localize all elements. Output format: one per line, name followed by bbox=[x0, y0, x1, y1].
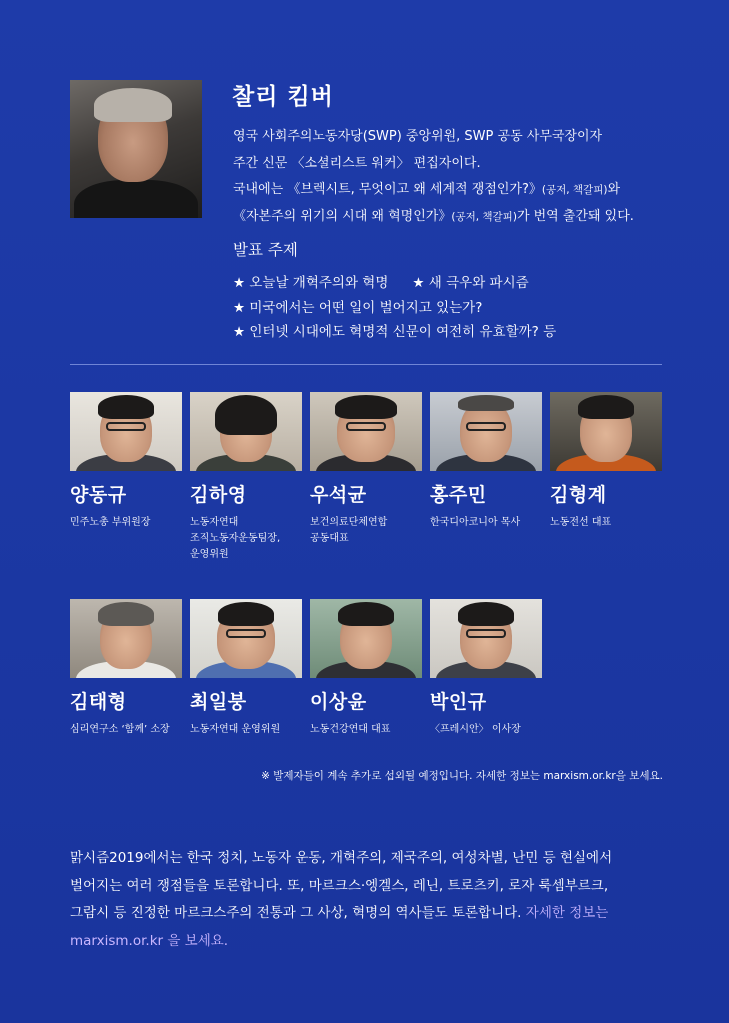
panelist-card bbox=[430, 599, 542, 738]
panelist-photo bbox=[550, 392, 662, 471]
panelist-photo bbox=[310, 599, 422, 678]
panelist-name: 우석균 bbox=[310, 484, 367, 506]
bio-line: 국내에는 《브렉시트, 무엇이고 왜 세계적 쟁점인가?》(공저, 책갈피)와 bbox=[233, 182, 621, 197]
topic-item: ★ 미국에서는 어떤 일이 벌어지고 있는가? bbox=[233, 299, 483, 316]
topics-title: 발표 주제 bbox=[233, 241, 298, 259]
panelist-card bbox=[190, 599, 302, 738]
panelist-card bbox=[310, 392, 422, 547]
panelist-name: 이상윤 bbox=[310, 691, 367, 713]
panelist-role: 노동자연대 운영위원 bbox=[190, 724, 281, 735]
topics-row bbox=[233, 271, 556, 296]
panelist-photo bbox=[430, 599, 542, 678]
topics-list bbox=[233, 271, 556, 345]
topic-item: ★ 인터넷 시대에도 혁명적 신문이 여전히 유효할까? 등 bbox=[233, 324, 557, 340]
panelist-card bbox=[190, 392, 302, 563]
panelist-role: 〈프레시안〉 이사장 bbox=[430, 724, 521, 735]
panelist-photo bbox=[190, 392, 302, 471]
summary-paragraph: 맑시즘2019에서는 한국 정치, 노동자 운동, 개혁주의, 제국주의, 여성차별, 난민 등 현실에서 벌어지는 여러 쟁점들을 토론합니다. 또, 마르크스·엥겔스, 레닌, 트로츠키, 로자 룩셈부르크, 그람시 등 진정한 마르크스주의 전통과 그 사상, 혁명의 역사들도 토론합니다. 자세한 정보는 marxism.or.kr 을 보세요. bbox=[70, 845, 670, 955]
summary-link-text: marxism.or.kr 을 보세요. bbox=[70, 932, 229, 949]
panelist-photo bbox=[310, 392, 422, 471]
panelist-card bbox=[430, 392, 542, 531]
topic-item: ★ 새 극우와 파시즘 bbox=[412, 275, 529, 291]
panelist-role: 심리연구소 ‘함께’ 소장 bbox=[70, 724, 170, 735]
panelist-name: 홍주민 bbox=[430, 484, 487, 506]
panelist-name: 박인규 bbox=[430, 691, 487, 713]
panelist-role: 노동전선 대표 bbox=[550, 517, 612, 528]
panelist-role: 보건의료단체연합 공동대표 bbox=[310, 517, 388, 544]
summary-link-text: 자세한 정보는 bbox=[521, 905, 609, 921]
panelist-role: 노동자연대 조직노동자운동팀장, 운영위원 bbox=[190, 517, 281, 560]
bio-line: 영국 사회주의노동자당(SWP) 중앙위원, SWP 공동 사무국장이자 bbox=[233, 129, 603, 144]
panelist-name: 최일붕 bbox=[190, 691, 247, 713]
footnote: ※ 발제자들이 계속 추가로 섭외될 예정입니다. 자세한 정보는 marxism.or.kr을 보세요. bbox=[261, 770, 663, 782]
panelist-photo bbox=[430, 392, 542, 471]
panelist-photo bbox=[70, 392, 182, 471]
panelist-name: 김태형 bbox=[70, 691, 127, 713]
panelist-card bbox=[70, 599, 182, 738]
panelist-photo bbox=[190, 599, 302, 678]
panelist-role: 노동건강연대 대표 bbox=[310, 724, 391, 735]
topic-item: ★ 오늘날 개혁주의와 혁명 bbox=[233, 275, 389, 291]
bio-line: 《자본주의 위기의 시대 왜 혁명인가》(공저, 책갈피)가 번역 출간돼 있다. bbox=[233, 208, 634, 224]
speaker-photo bbox=[70, 80, 202, 218]
panelist-name: 김하영 bbox=[190, 484, 247, 506]
panelist-name: 김형계 bbox=[550, 484, 607, 506]
panelist-role: 민주노총 부위원장 bbox=[70, 517, 151, 528]
topics-row bbox=[233, 320, 556, 345]
panelist-card bbox=[70, 392, 182, 531]
bio-line: 주간 신문 〈소셜리스트 워커〉 편집자이다. bbox=[233, 155, 481, 171]
panelist-photo bbox=[70, 599, 182, 678]
section-divider bbox=[70, 364, 662, 365]
speaker-bio bbox=[233, 124, 673, 230]
panelist-role: 한국디아코니아 목사 bbox=[430, 517, 521, 528]
panelist-card bbox=[550, 392, 662, 531]
panelist-name: 양동규 bbox=[70, 484, 127, 506]
speaker-name: 찰리 킴버 bbox=[232, 84, 334, 110]
panelist-card bbox=[310, 599, 422, 738]
topics-row bbox=[233, 296, 556, 321]
